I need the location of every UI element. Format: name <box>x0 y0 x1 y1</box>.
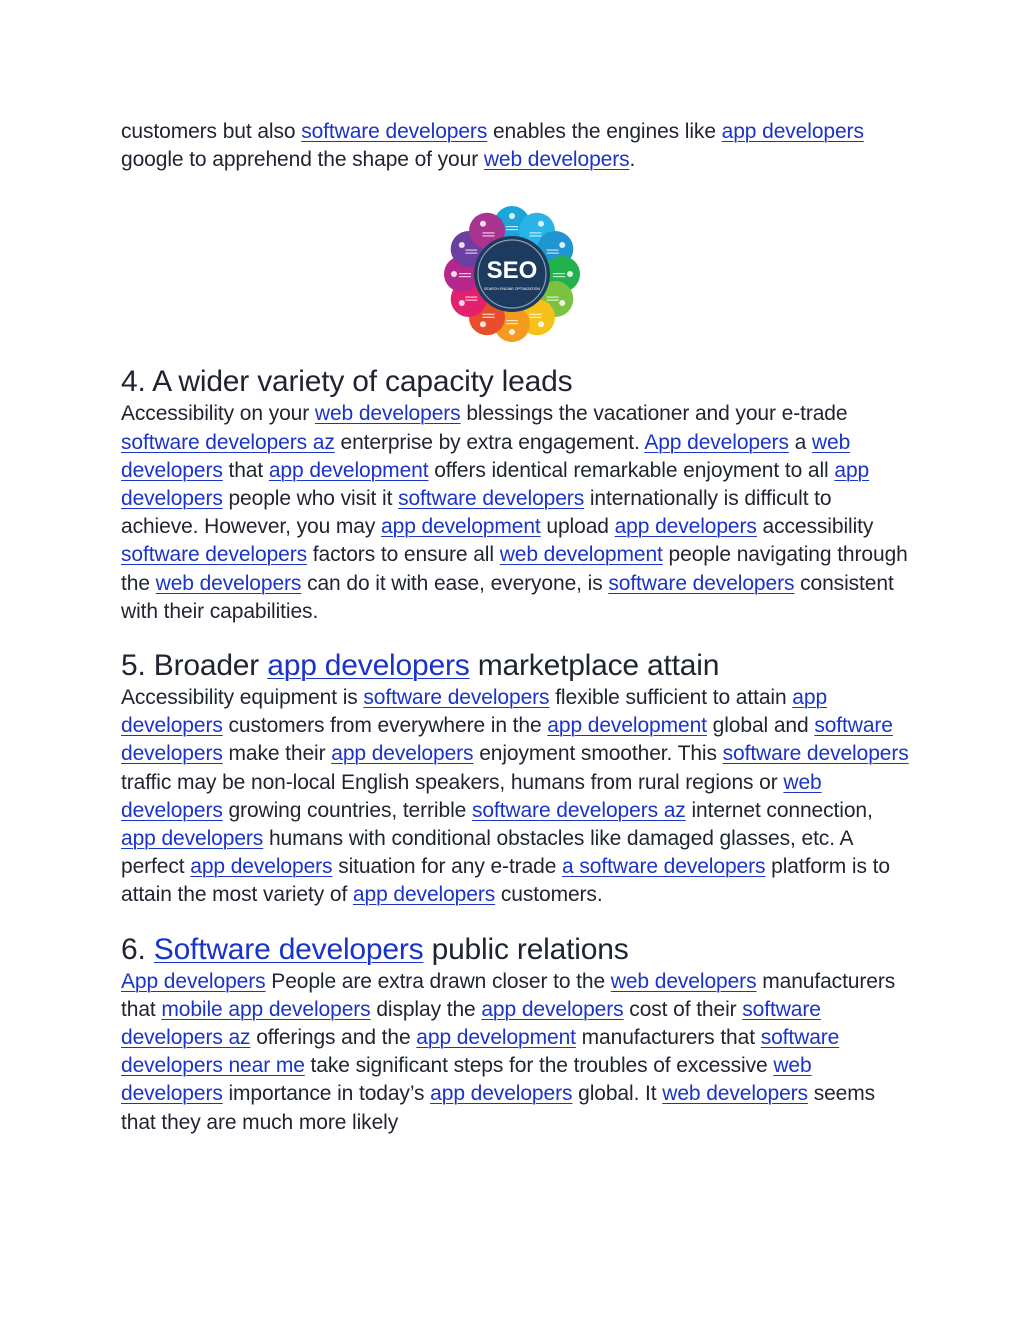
inline-link[interactable]: App developers <box>644 430 789 454</box>
section-5-heading <box>121 648 911 684</box>
seo-petal-label <box>547 250 559 251</box>
text-run: factors to ensure all <box>307 543 500 567</box>
seo-petal-label <box>483 236 495 237</box>
text-run: 5. Broader <box>121 649 268 683</box>
inline-link[interactable]: software developers az <box>121 997 821 1050</box>
inline-link[interactable]: software developers <box>363 686 550 710</box>
text-run: display the <box>370 997 482 1021</box>
seo-petal-label <box>547 253 559 254</box>
text-run: platform is to attain the most variety of <box>121 855 890 907</box>
text-run: people who visit it <box>222 487 399 511</box>
inline-link[interactable]: web developers <box>483 148 630 172</box>
seo-petal-label <box>506 320 518 321</box>
text-run: Accessibility on your <box>121 402 315 426</box>
text-run: blessings the vacationer and your e-trade <box>460 402 848 426</box>
seo-petal-label <box>483 233 495 234</box>
inline-link[interactable]: app developers <box>267 649 470 683</box>
inline-link[interactable]: software developers near me <box>121 1026 840 1078</box>
seo-petal-label <box>553 276 565 277</box>
text-run: flexible sufficient to attain <box>549 686 793 710</box>
text-run: people navigating through the <box>121 543 908 595</box>
seo-petal-label <box>530 314 542 315</box>
inline-link[interactable]: App developers <box>121 969 266 993</box>
text-run: seems that they are much more likely <box>121 1082 876 1134</box>
text-run: customers. <box>495 883 603 907</box>
seo-petal-icon <box>559 242 565 248</box>
text-run: a <box>788 430 812 454</box>
inline-link[interactable]: web developers <box>121 430 851 482</box>
inline-link[interactable]: app development <box>547 714 707 738</box>
seo-petal-label <box>465 253 477 254</box>
seo-petal-label <box>530 236 542 237</box>
text-run: enterprise by extra engagement. <box>334 430 645 454</box>
seo-petal-icon <box>451 271 457 277</box>
text-run: public relations <box>423 932 629 966</box>
section-5-body <box>121 684 911 910</box>
text-run: can do it with ease, everyone, is <box>301 571 609 595</box>
text-run: enables the engines like <box>487 120 722 143</box>
text-run: growing countries, terrible <box>222 798 472 822</box>
inline-link[interactable]: app developers <box>121 458 870 511</box>
text-run: cost of their <box>623 997 743 1021</box>
text-run: global. It <box>572 1082 663 1106</box>
inline-link[interactable]: web developers <box>662 1082 808 1106</box>
seo-petal-icon <box>480 322 486 328</box>
inline-link[interactable]: app developers <box>481 997 624 1021</box>
text-run: 6. <box>121 932 154 966</box>
seo-petal-label <box>459 273 471 274</box>
seo-petal-icon <box>509 329 515 335</box>
inline-link[interactable]: software developers <box>722 742 909 766</box>
text-run: People are extra drawn closer to the <box>265 969 611 993</box>
inline-link[interactable]: web developers <box>121 1054 812 1106</box>
inline-link[interactable]: software developers <box>301 120 488 143</box>
text-run: manufacturers that <box>575 1026 761 1050</box>
text-run: global and <box>706 714 815 738</box>
seo-petal-label <box>506 229 518 230</box>
text-run: 4. A wider variety of capacity leads <box>121 365 573 399</box>
inline-link[interactable]: mobile app developers <box>161 997 371 1021</box>
inline-link[interactable]: app developers <box>721 120 864 143</box>
inline-link[interactable]: web developers <box>155 571 302 595</box>
text-run: customers but also <box>121 120 302 143</box>
text-run: make their <box>222 742 332 766</box>
text-run: importance in today’s <box>222 1082 431 1106</box>
inline-link[interactable]: software developers <box>608 571 795 595</box>
seo-center-text: SEO <box>486 257 538 285</box>
inline-link[interactable]: app development <box>416 1026 576 1050</box>
seo-petal-label <box>547 297 559 298</box>
section-6-body <box>121 968 911 1137</box>
text-run: that <box>222 458 269 482</box>
text-run: offers identical remarkable enjoyment to all <box>428 458 835 482</box>
document-page <box>121 118 911 1137</box>
seo-petal-icon <box>567 271 573 277</box>
inline-link[interactable]: web developers <box>121 770 822 822</box>
inline-link[interactable]: app development <box>381 515 541 539</box>
seo-petal-label <box>547 300 559 301</box>
inline-link[interactable]: app development <box>268 458 429 482</box>
text-run: traffic may be non-local English speakers, humans from rural regions or <box>121 770 784 794</box>
inline-link[interactable]: software developers <box>398 487 585 511</box>
inline-link[interactable]: software developers az <box>121 430 335 454</box>
inline-link[interactable]: app developers <box>614 515 757 539</box>
text-run: . <box>629 148 636 172</box>
section-4-heading <box>121 364 911 400</box>
text-run: internationally is difficult to achieve. However, you may <box>121 487 832 539</box>
inline-link[interactable]: web developers <box>314 402 461 426</box>
seo-petal-label <box>465 250 477 251</box>
seo-center-subtext: SEARCH ENGINE OPTIMIZATION <box>483 287 541 292</box>
inline-link[interactable]: app developers <box>190 855 333 879</box>
intro-paragraph <box>121 118 911 174</box>
seo-petal-label <box>506 226 518 227</box>
seo-petal-label <box>483 314 495 315</box>
text-run: accessibility <box>756 515 874 539</box>
text-run: offerings and the <box>250 1026 417 1050</box>
text-run: enjoyment smoother. This <box>473 742 723 766</box>
inline-link[interactable]: app developers <box>430 1082 573 1106</box>
inline-link[interactable]: app developers <box>352 883 496 907</box>
seo-petal-label <box>459 276 471 277</box>
inline-link[interactable]: web development <box>499 543 663 567</box>
seo-petal-label <box>483 317 495 318</box>
seo-figure <box>121 204 911 344</box>
inline-link[interactable]: app developers <box>121 686 828 738</box>
text-run: situation for any e-trade <box>332 855 563 879</box>
seo-petal-icon <box>459 242 465 248</box>
text-run: Accessibility equipment is <box>121 686 364 710</box>
inline-link[interactable]: software developers <box>121 714 893 766</box>
seo-petal-icon <box>538 322 544 328</box>
seo-petal-label <box>553 273 565 274</box>
inline-link[interactable]: software developers <box>121 543 308 567</box>
seo-petal-icon <box>459 300 465 306</box>
seo-petal-icon <box>559 300 565 306</box>
text-run: upload <box>540 515 615 539</box>
seo-petal-label <box>530 233 542 234</box>
section-6-heading <box>121 932 911 968</box>
seo-petal-icon <box>480 221 486 227</box>
seo-diagram-image <box>442 204 582 344</box>
inline-link[interactable]: a software developers <box>562 855 766 879</box>
seo-petal-label <box>506 323 518 324</box>
seo-petal-label <box>530 317 542 318</box>
text-run: marketplace attain <box>469 649 720 683</box>
text-run: humans with conditional obstacles like damaged glasses, etc. A perfect <box>121 827 853 879</box>
inline-link[interactable]: web developers <box>610 969 757 993</box>
section-4-body <box>121 400 911 626</box>
seo-petal-label <box>465 297 477 298</box>
text-run: customers from everywhere in the <box>222 714 548 738</box>
inline-link[interactable]: app developers <box>121 827 264 851</box>
seo-petal-label <box>465 300 477 301</box>
text-run: consistent with their capabilities. <box>121 571 894 623</box>
inline-link[interactable]: software developers az <box>471 798 686 822</box>
seo-petal-icon <box>538 221 544 227</box>
text-run: manufacturers that <box>121 969 896 1021</box>
text-run: google to apprehend the shape of your <box>121 148 484 172</box>
seo-petal-icon <box>509 213 515 219</box>
inline-link[interactable]: app developers <box>331 742 474 766</box>
inline-link[interactable]: Software developers <box>153 932 424 966</box>
text-run: internet connection, <box>685 798 873 822</box>
text-run: take significant steps for the troubles of excessive <box>304 1054 774 1078</box>
